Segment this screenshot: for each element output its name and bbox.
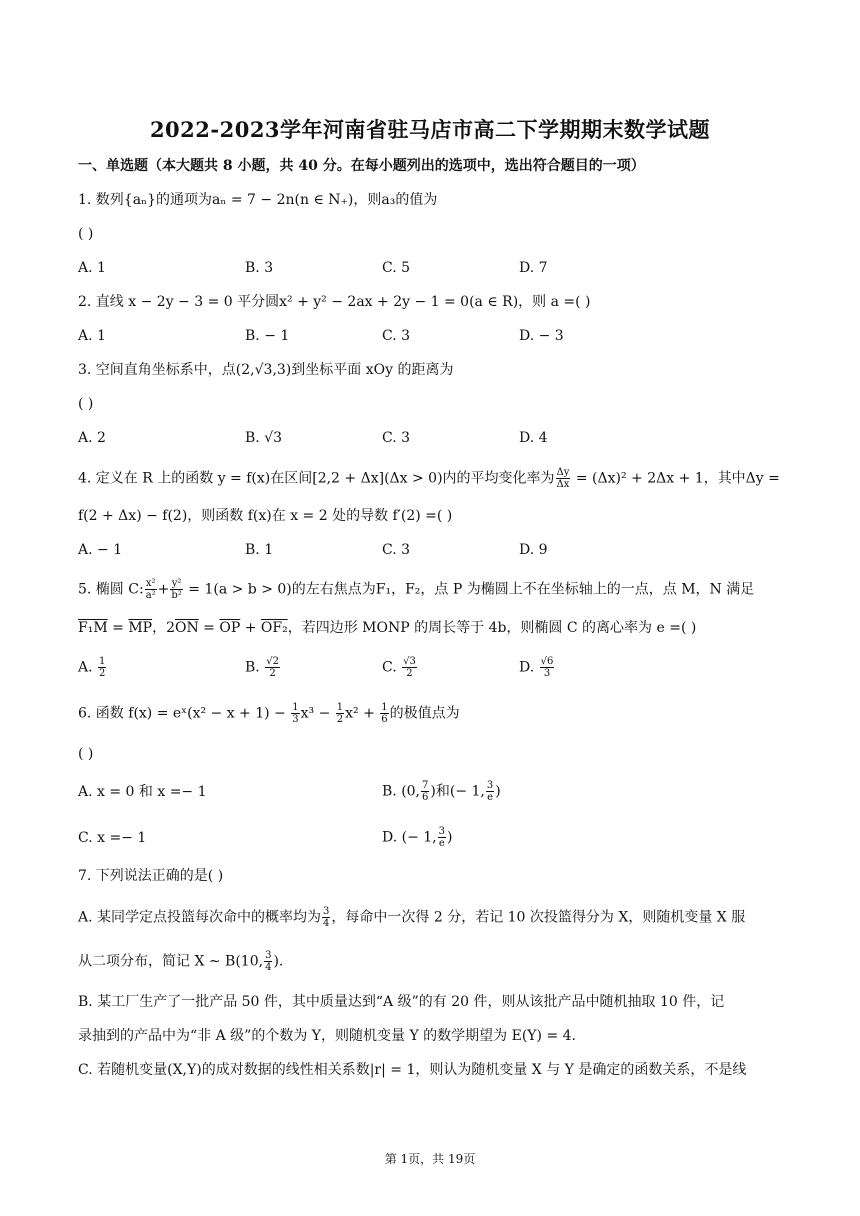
question-1-option-a: A. 1: [78, 260, 106, 276]
fraction-denominator: 3: [292, 714, 299, 725]
option-label: C.: [382, 659, 402, 676]
question-1-option-c: C. 5: [382, 260, 411, 276]
page-footer: 第 1页，共 19页: [384, 1152, 476, 1166]
fraction-denominator: 4: [265, 962, 272, 973]
question-6-stem: [78, 702, 460, 725]
question-7-option-b-line1: B. 某工厂生产了一批产品 50 件，其中质量达到“A 级”的有 20 件，则从该批产品中随机抽取 10 件，记: [78, 994, 725, 1010]
option-fraction: [402, 656, 417, 679]
question-7-stem: 7. 下列说法正确的是( ): [78, 868, 224, 884]
question-7-option-a-line2: [78, 950, 283, 973]
fraction-three-quarters: [322, 906, 330, 929]
fraction-denominator: 2: [99, 668, 106, 679]
question-5-stem-c: ，若四边形 MONP 的周长等于 4b，则椭圆 C 的离心率为 e =( ): [287, 620, 697, 636]
question-6-option-c: C. x =− 1: [78, 830, 147, 846]
fraction-denominator: 6: [381, 714, 388, 725]
question-3-option-a: A. 2: [78, 430, 106, 446]
question-5-option-b: [245, 656, 281, 679]
fraction-numerator: 1: [336, 702, 344, 713]
question-5-stem-line1: 5. 椭圆 C: $\frac{\text{x²}}{\text{a²}}$ + $\frac{\text{y²}}{\text{b²}}$ = 1(a > b > 0)的左右焦点为F₁，F₂，点 P 为椭圆上不在坐标轴上的一点，点 M，N 满足: [78, 578, 755, 601]
fraction-numerator: 1: [292, 702, 299, 713]
question-7-option-b-line2: 录抽到的产品中为“非 A 级”的个数为 Y，则随机变量 Y 的数学期望为 E(Y) = 4.: [78, 1028, 576, 1044]
question-7-option-c-line1: C. 若随机变量(X,Y)的成对数据的线性相关系数|r| = 1，则认为随机变量 X 与 Y 是确定的函数关系，不是线: [78, 1062, 747, 1078]
fraction-numerator: y²: [171, 578, 182, 589]
question-4-stem-line2: f(2 + Δx) − f(2)，则函数 f(x)在 x = 2 处的导数 f′(2) =( ): [78, 508, 453, 524]
question-4-fraction: [556, 467, 571, 490]
question-3-stem: 3. 空间直角坐标系中，点(2,√3,3)到坐标平面 xOy 的距离为: [78, 362, 454, 378]
question-1-option-d: D. 7: [519, 260, 548, 276]
question-5-stem-b: = 1(a > b > 0)的左右焦点为F₁，F₂，点 P 为椭圆上不在坐标轴上的一点，点 M，N 满足: [183, 581, 755, 598]
fraction-denominator: Δx: [556, 479, 570, 490]
fraction-numerator: 1: [99, 656, 106, 667]
fraction-numerator: x²: [145, 578, 156, 589]
fraction-numerator: 3: [323, 906, 330, 917]
question-6-option-b: [382, 780, 501, 803]
fraction-numerator: Δy: [556, 467, 570, 478]
question-3-paren: ( ): [78, 396, 94, 412]
fraction-numerator: 3: [438, 826, 446, 837]
question-6-paren: ( ): [78, 746, 94, 762]
vector-on: $\overline{ON}$: [175, 620, 199, 636]
option-text: )和(− 1,: [430, 783, 485, 800]
fraction-numerator: 3: [486, 780, 494, 791]
fraction-denominator: e: [487, 792, 493, 803]
option-text: ): [495, 783, 501, 800]
option-label: A.: [78, 659, 98, 676]
question-5-stem-a: 5. 椭圆 C:: [78, 581, 144, 598]
plus-sign: +: [240, 620, 261, 636]
question-6-option-d: [382, 826, 452, 849]
question-6-stem-a: 6. 函数 f(x) = eˣ(x² − x + 1) −: [78, 705, 291, 722]
option-text: ): [447, 829, 453, 846]
question-7-option-a-line1: [78, 906, 745, 929]
question-2-option-a: A. 1: [78, 328, 106, 344]
fraction-denominator: 6: [422, 792, 429, 803]
section-heading: 一、单选题（本大题共 8 小题，共 40 分。在每小题列出的选项中，选出符合题目的一项）: [78, 158, 645, 174]
fraction-one-sixth: [380, 702, 388, 725]
option-text: B. (0,: [382, 783, 421, 800]
question-6-stem-b: x³ −: [300, 705, 335, 722]
question-4-stem-b: = (Δx)² + 2Δx + 1，其中Δy =: [571, 470, 780, 487]
question-4-stem-a: 4. 定义在 R 上的函数 y = f(x)在区间[2,2 + Δx](Δx > 0)内的平均变化率为: [78, 470, 555, 487]
question-2-option-b: B. − 1: [245, 328, 290, 344]
question-5-option-d: [519, 656, 555, 679]
equals-sign: =: [198, 620, 220, 636]
fraction-denominator: 2: [269, 668, 276, 679]
question-1-paren: ( ): [78, 226, 94, 242]
option-fraction: [486, 780, 494, 803]
option-label: B.: [245, 659, 265, 676]
fraction-numerator: 7: [422, 780, 429, 791]
equals-sign: =: [107, 620, 129, 636]
option-label: D.: [519, 659, 539, 676]
fraction-denominator: a²: [145, 590, 156, 601]
question-4-option-a: A. − 1: [78, 542, 123, 558]
question-2-stem: 2. 直线 x − 2y − 3 = 0 平分圆x² + y² − 2ax + 2y − 1 = 0(a ∈ R)，则 a =( ): [78, 294, 591, 310]
fraction-one-half: [336, 702, 344, 725]
question-4-stem-line1: [78, 467, 780, 490]
fraction-numerator: 1: [381, 702, 388, 713]
question-2-option-d: D. − 3: [519, 328, 564, 344]
fraction-denominator: 3: [543, 668, 551, 679]
question-5-fraction-y: [170, 578, 182, 601]
fraction-numerator: 3: [265, 950, 272, 961]
question-5-option-c: [382, 656, 418, 679]
question-5-stem-line2: [78, 618, 696, 638]
option-fraction: [438, 826, 446, 849]
question-1-option-b: B. 3: [245, 260, 274, 276]
fraction-denominator: b²: [171, 590, 182, 601]
question-1-stem: 1. 数列{aₙ}的通项为aₙ = 7 − 2n(n ∈ N₊)，则a₃的值为: [78, 192, 438, 208]
question-4-option-d: D. 9: [519, 542, 548, 558]
question-3-option-d: D. 4: [519, 430, 548, 446]
question-4-option-b: B. 1: [245, 542, 274, 558]
fraction-denominator: e: [438, 838, 445, 849]
option-fraction: [98, 656, 106, 679]
option-text: D. (− 1,: [382, 829, 437, 846]
vector-mp: $\overline{MP}$: [128, 620, 153, 636]
vector-f1m: F₁M: [78, 620, 108, 636]
option-text: ).: [273, 953, 284, 970]
option-fraction: [421, 780, 429, 803]
page-title: 2022-2023学年河南省驻马店市高二下学期期末数学试题: [149, 117, 711, 142]
question-6-stem-c: x² +: [345, 705, 380, 722]
question-5-option-a: [78, 656, 107, 679]
fraction-numerator: √2: [266, 656, 279, 667]
fraction-denominator: 4: [323, 918, 330, 929]
option-text: ，每命中一次得 2 分，若记 10 次投篮得分为 X，则随机变量 X 服: [331, 909, 746, 926]
text-fragment: ，2: [152, 620, 175, 636]
fraction-one-third: [291, 702, 299, 725]
question-6-stem-d: 的极值点为: [389, 705, 460, 722]
fraction-three-quarters: [264, 950, 272, 973]
question-5-fraction-x: [145, 578, 157, 601]
vector-of2: OF₂: [260, 620, 288, 636]
option-text: 从二项分布，简记 X ∼ B(10,: [78, 953, 264, 970]
fraction-numerator: √6: [540, 656, 554, 667]
fraction-numerator: √3: [403, 656, 416, 667]
option-fraction: [265, 656, 280, 679]
question-2-option-c: C. 3: [382, 328, 411, 344]
option-fraction: [540, 656, 555, 679]
question-3-option-c: C. 3: [382, 430, 411, 446]
fraction-denominator: 2: [336, 714, 344, 725]
question-4-option-c: C. 3: [382, 542, 411, 558]
question-6-option-a: A. x = 0 和 x =− 1: [78, 784, 207, 800]
vector-op: $\overline{OP}$: [219, 620, 241, 636]
option-text: A. 某同学定点投篮每次命中的概率均为: [78, 909, 322, 926]
fraction-denominator: 2: [406, 668, 413, 679]
question-3-option-b: B. √3: [245, 430, 283, 446]
